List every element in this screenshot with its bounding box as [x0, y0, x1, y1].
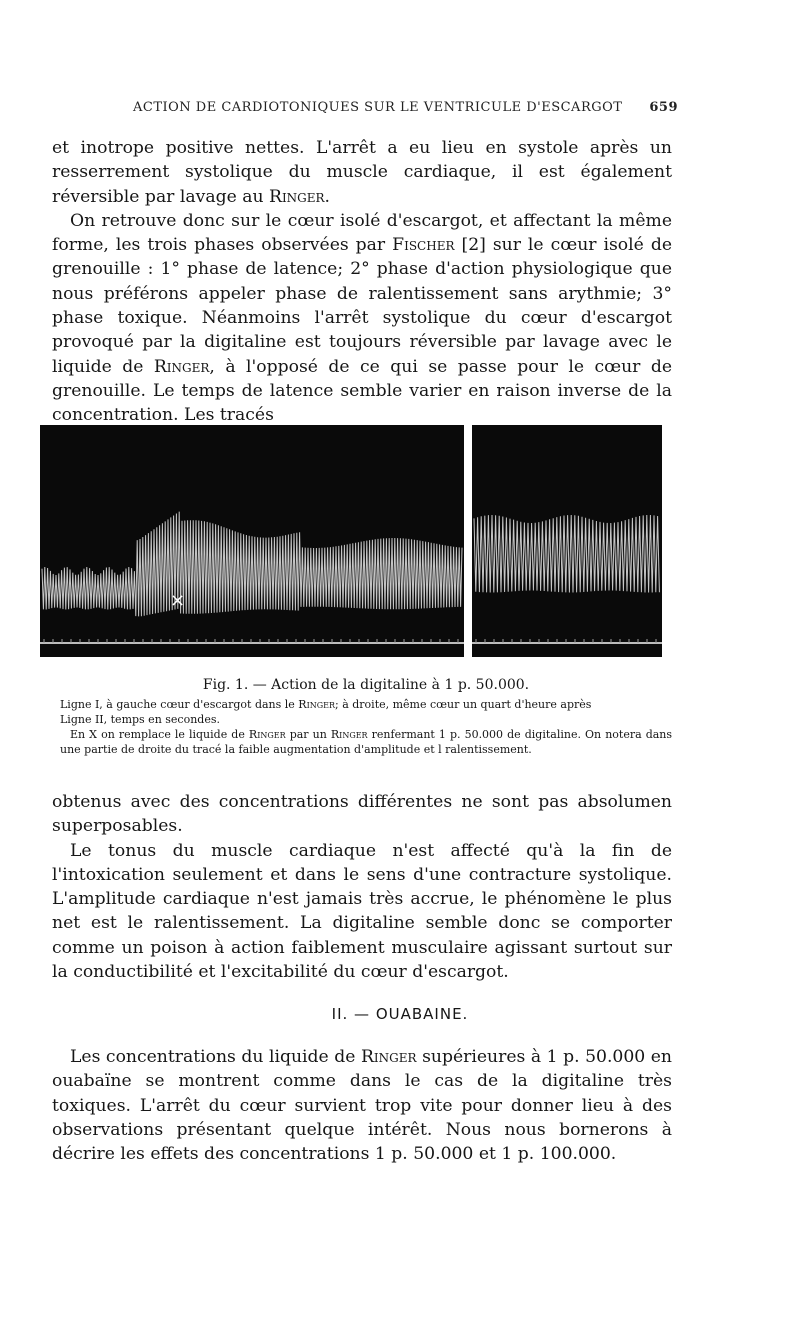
running-title: ACTION DE CARDIOTONIQUES SUR LE VENTRICULE D'ESCARGOT: [133, 100, 623, 115]
figure-caption-title: Fig. 1. — Action de la digitaline à 1 p. 50.000.: [202, 677, 530, 693]
kymograph-trace-right: [472, 425, 662, 657]
trace-line: [474, 515, 659, 593]
injection-marker: ×: [170, 590, 186, 611]
paragraph-4: Le tonus du muscle cardiaque n'est affecté qu'à la fin de l'intoxication seulement et dans le sens d'une contracture systolique. L'amplitude cardiaque n'est jamais très accrue, le phénomène le plus net est le ralentissement. La digitaline semble donc se comporter comme un poison à action faiblement musculaire agissant surtout sur la conductibilité et l'excitabilité du cœur d'escargot.: [52, 840, 672, 983]
caption-line-1: Ligne I, à gauche cœur d'escargot dans le Ringer; à droite, même cœur un quart d'heure après: [60, 698, 592, 711]
paragraph-3: obtenus avec des concentrations différentes ne sont pas absolumen superposables.: [52, 792, 672, 837]
paragraph-2: On retrouve donc sur le cœur isolé d'escargot, et affectant la même forme, les trois phases observées par Fischer [2] sur le cœur isolé de grenouille : 1° phase de latence; 2° phase d'action physiologique que nous préférons appeler phase de ralentissement sans arythmie; 3° phase toxique. Néanmoins l'arrêt systolique du cœur d'escargot provoqué par la digitaline est toujours réversible par lavage avec le liquide de Ringer, à l'opposé de ce qui se passe pour le cœur de grenouille. Le temps de latence semble varier en raison inverse de la concentration. Les tracés: [52, 210, 673, 426]
section-heading: II. — OUABAINE.: [331, 1005, 469, 1023]
trace-panel-right: [472, 425, 662, 657]
ouabaine-text-block: [52, 1045, 672, 1166]
figure-1: [40, 425, 660, 657]
trace-panel-left: [40, 425, 464, 657]
paragraph-1: et inotrope positive nettes. L'arrêt a eu lieu en systole après un resserrement systolique du muscle cardiaque, il est également réversible par lavage au Ringer.: [52, 138, 672, 207]
trace-line: [42, 512, 462, 617]
ringer-ref: Ringer,: [153, 356, 215, 377]
figure-caption-body: [60, 697, 672, 757]
running-header: [133, 100, 678, 115]
page-number: 659: [649, 100, 678, 115]
caption-line-3: En X on remplace le liquide de Ringer par un Ringer renfermant 1 p. 50.000 de digitaline. On notera dans une partie de droite du tracé la faible augmentation d'amplitude et l ralentissement.: [60, 728, 673, 756]
bottom-text-block: [52, 790, 672, 984]
kymograph-trace-left: [40, 425, 464, 657]
ringer-ref: Ringer: [360, 1047, 417, 1067]
caption-line-2: Ligne II, temps en secondes.: [60, 713, 220, 726]
paragraph-5: Les concentrations du liquide de Ringer supérieures à 1 p. 50.000 en ouabaïne se montrent comme dans le cas de la digitaline très toxiques. L'arrêt du cœur survient trop vite pour donner lieu à des observations présentant quelque intérêt. Nous nous bornerons à décrire les effets des concentrations 1 p. 50.000 et 1 p. 100.000.: [52, 1047, 673, 1165]
top-text-block: [52, 136, 672, 428]
ringer-ref: Ringer.: [269, 186, 331, 207]
fischer-ref: Fischer: [392, 235, 455, 256]
